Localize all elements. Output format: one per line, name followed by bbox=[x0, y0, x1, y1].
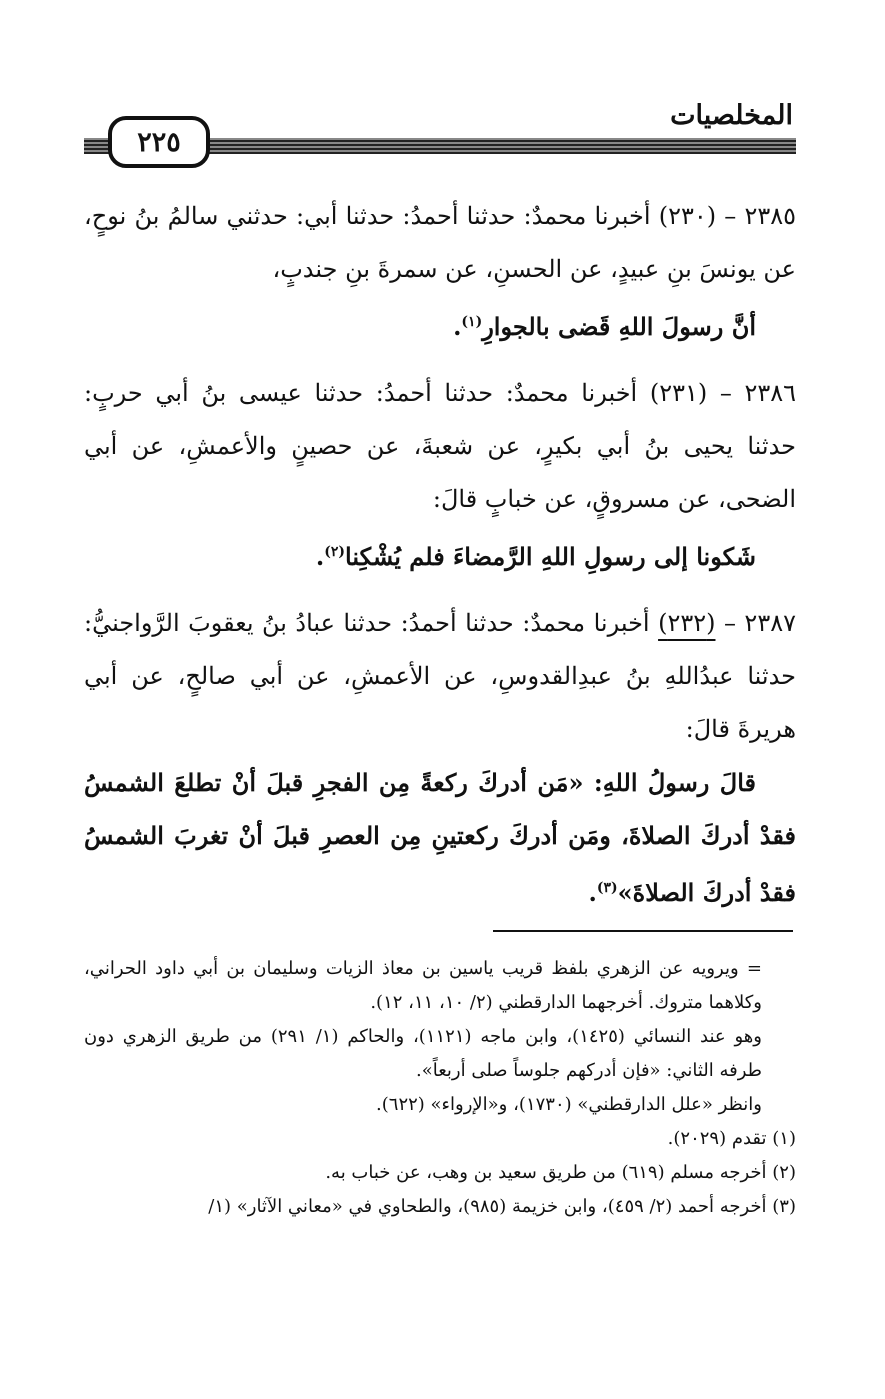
hadith-2387-isnad bbox=[84, 597, 796, 756]
hadith-2386-text bbox=[84, 526, 796, 583]
isnad-line: حدثنا يحيى بنُ أبي بكيرٍ، عن شعبةَ، عن حصينٍ والأعمشِ، عن أبي الضحى، bbox=[84, 432, 796, 513]
hadith-2385-isnad bbox=[84, 190, 796, 296]
footnotes bbox=[84, 952, 796, 1224]
isnad-line: عن مسروقٍ، عن خبابٍ قالَ: bbox=[432, 485, 711, 513]
footnote-marker: (١) bbox=[461, 314, 483, 330]
hadith-matn: شَكونا إلى رسولِ اللهِ الرَّمضاءَ فلم يُشْكِنا bbox=[345, 542, 756, 571]
isnad-line: أبي هريرةَ قالَ: bbox=[84, 662, 796, 743]
footnote-marker: (٣) bbox=[596, 880, 618, 896]
footnote-2: (٢) أخرجه مسلم (٦١٩) من طريق سعيد بن وهب، عن خباب به. bbox=[325, 1162, 796, 1183]
isnad-line: ٢٣٨٥ – (٢٣٠) أخبرنا محمدٌ: حدثنا أحمدُ: حدثنا أبي: حدثني سالمُ بنُ bbox=[134, 202, 797, 230]
footnote-marker: (٢) bbox=[324, 544, 346, 560]
hadith-2385-text bbox=[84, 296, 796, 353]
hadith-number: ٢٣٨٧ – bbox=[715, 609, 796, 637]
end-mark: . bbox=[315, 542, 325, 571]
end-mark: . bbox=[453, 312, 462, 341]
footnote-continuation: = ويرويه عن الزهري بلفظ قريب ياسين بن معاذ الزيات وسليمان بن أبي داود الحراني، وكلاهما متروك. أخرجهما الدارقطني (٢/ ١٠، ١١، ١٢). bbox=[84, 958, 762, 1013]
paragraph-gap bbox=[84, 353, 796, 367]
isnad-line: أخبرنا محمدٌ: حدثنا أحمدُ: حدثنا عبادُ بنُ يعقوبَ bbox=[188, 609, 659, 637]
footnote-1: (١) تقدم (٢٠٢٩). bbox=[667, 1128, 796, 1149]
isnad-line: ٢٣٨٦ – (٢٣١) أخبرنا محمدٌ: حدثنا أحمدُ: حدثنا عيسى بنُ أبي حربٍ: bbox=[84, 379, 797, 407]
hadith-2387-text bbox=[84, 756, 796, 919]
footnote-continuation: وانظر «علل الدارقطني» (١٧٣٠)، و«الإرواء» (٦٢٢). bbox=[376, 1094, 762, 1115]
paragraph-gap bbox=[84, 583, 796, 597]
footnote-separator bbox=[493, 930, 793, 932]
isnad-line: نوحٍ، عن يونسَ بنِ عبيدٍ، عن الحسنِ، عن سمرةَ بنِ جندبٍ، bbox=[84, 202, 796, 283]
main-text bbox=[84, 190, 796, 919]
hadith-matn: أنَّ رسولَ اللهِ قَضى بالجوارِ bbox=[482, 312, 756, 341]
underlined-reference: (٢٣٢) bbox=[658, 609, 716, 637]
hadith-2386-isnad bbox=[84, 367, 796, 526]
hadith-matn: قالَ رسولُ اللهِ: «مَن أدركَ ركعةً مِن الفجرِ قبلَ أنْ تطلعَ الشمسُ فقدْ أدركَ الصلاةَ، ومَن أدركَ ركعتينِ مِن العصرِ قبلَ أنْ تغربَ الشمسُ فقدْ أدركَ الصلاةَ» bbox=[84, 768, 796, 907]
page-number: ٢٢٥ bbox=[108, 116, 210, 168]
footnote-continuation: وهو عند النسائي (١٤٢٥)، وابن ماجه (١١٢١)، والحاكم (١/ ٢٩١) من طريق الزهري دون طرفه الثاني: «فإن أدركهم جلوساً صلى أربعاً». bbox=[84, 1026, 762, 1081]
end-mark: . bbox=[588, 878, 597, 907]
footnote-3: (٣) أخرجه أحمد (٢/ ٤٥٩)، وابن خزيمة (٩٨٥)، والطحاوي في «معاني الآثار» (١/ bbox=[208, 1196, 796, 1217]
book-title: المخلصيات bbox=[670, 100, 793, 131]
isnad-line: الرَّواجنيُّ: حدثنا عبدُاللهِ بنُ عبدِالقدوسِ، عن الأعمشِ، عن أبي صالحٍ، عن bbox=[84, 609, 797, 690]
